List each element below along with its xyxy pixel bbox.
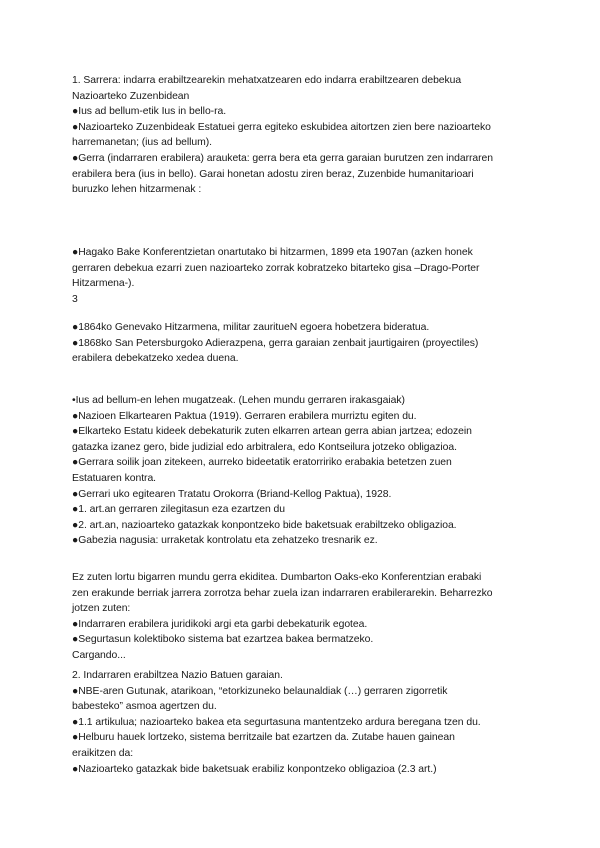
bullet-item: ●Gerrari uko egitearen Tratatu Orokorra (Briand-Kellog Paktua), 1928. — [72, 488, 392, 500]
text-line: buruzko lehen hitzarmenak : — [72, 184, 202, 196]
text-line: Ez zuten lortu bigarren mundu gerra ekiditea. Dumbarton Oaks-eko Konferentzian erabaki — [72, 572, 482, 583]
text-line: jotzen zuten: — [72, 603, 131, 615]
text-line: Hitzarmena-). — [72, 278, 135, 290]
bullet-item: ●Gerrara soilik joan zitekeen, aurreko bideetatik eratorririko erabakia betetzen zuen — [72, 457, 452, 469]
bullet-item: ●Gabezia nagusia: urraketak kontrolatu eta zehatzeko tresnarik ez. — [72, 535, 378, 547]
section-united-nations — [72, 668, 542, 777]
text-line: erabilera bera (ius in bello). Garai honetan adostu ziren beraz, Zuzenbide humanitarioari — [72, 168, 474, 180]
section-introduction — [72, 73, 542, 198]
bullet-item: ●Elkarteko Estatu kideek debekaturik zuten elkarren artean gerra abian jartzea; edozein — [72, 426, 472, 438]
bullet-item: ●2. art.an, nazioarteko gatazkak konpontzeko bide baketsuak erabiltzeko obligazioa. — [72, 519, 457, 531]
text-line: erabilera debekatzeko xedea duena. — [72, 353, 239, 365]
text-line: gatazka izanez gero, bide judizial edo arbitralera, edo Kontseilura jotzeko obligazioa. — [72, 441, 457, 453]
text-line: Nazioarteko Zuzenbidean — [72, 90, 190, 102]
section-heading: 1. Sarrera: indarra erabiltzearekin mehatxatzearen edo indarra erabiltzearen debekua — [72, 75, 462, 86]
text-line: Estatuaren kontra. — [72, 472, 157, 484]
loading-text: Cargando... — [72, 649, 126, 661]
bullet-item: ●1.1 artikulua; nazioarteko bakea eta segurtasuna mantentzeko ardura beregana tzen du. — [72, 716, 481, 728]
bullet-item: ●1868ko San Petersburgoko Adierazpena, gerra garaian zenbait jaurtigairen (proyectiles) — [72, 337, 479, 349]
section-ius-ad-bellum-limits — [72, 393, 542, 549]
text-line: babesteko” asmoa agertzen du. — [72, 701, 217, 713]
section-dumbarton-oaks — [72, 570, 542, 664]
bullet-item: ●1864ko Genevako Hitzarmena, militar zauritueN egoera hobetzera bideratua. — [72, 322, 430, 333]
bullet-item: ●Hagako Bake Konferentzietan onartutako bi hitzarmen, 1899 eta 1907an (azken honek — [72, 247, 473, 258]
bullet-item: ●Gerra (indarraren erabilera) arauketa: gerra bera eta gerra garaian burutzen zen indarraren — [72, 152, 493, 164]
bullet-item: ●NBE-aren Gutunak, atarikoan, “etorkizuneko belaunaldiak (…) gerraren zigorretik — [72, 685, 448, 697]
page-number: 3 — [72, 293, 78, 305]
bullet-item: ●1. art.an gerraren zilegitasun eza ezartzen du — [72, 504, 286, 516]
text-line: harremanetan; (ius ad bellum). — [72, 137, 212, 149]
text-line: eraikitzen da: — [72, 747, 134, 759]
bullet-item: ●Nazioarteko gatazkak bide baketsuak erabiliz konpontzeko obligazioa (2.3 art.) — [72, 763, 437, 775]
bullet-item: ●Segurtasun kolektiboko sistema bat ezartzea bakea bermatzeko. — [72, 634, 374, 646]
bullet-item: ●Ius ad bellum-etik Ius in bello-ra. — [72, 106, 227, 118]
bullet-item: ●Indarraren erabilera juridikoki argi eta garbi debekaturik egotea. — [72, 618, 368, 630]
section-heading: 2. Indarraren erabiltzea Nazio Batuen garaian. — [72, 670, 283, 681]
text-line: zen erakunde berriak jarrera zorrotza behar zuela izan indarraren erabilerarekin. Beharrezko — [72, 587, 493, 599]
bullet-item: ●Nazioarteko Zuzenbideak Estatuei gerra egiteko eskubidea aitortzen zien bere nazioarteko — [72, 121, 491, 133]
bullet-item: ●Nazioen Elkartearen Paktua (1919). Gerraren erabilera murriztu egiten du. — [72, 410, 417, 422]
section-hague-conventions — [72, 245, 542, 307]
section-geneva-petersburg — [72, 320, 542, 367]
text-line: gerraren debekua ezarri zuen nazioarteko zorrak kobratzeko bitarteko gisa –Drago-Porter — [72, 262, 480, 274]
bullet-item: ●Helburu hauek lortzeko, sistema berritzaile bat ezartzen da. Zutabe hauen gainean — [72, 732, 455, 744]
bullet-item: •Ius ad bellum-en lehen mugatzeak. (Lehen mundu gerraren irakasgaiak) — [72, 395, 405, 406]
